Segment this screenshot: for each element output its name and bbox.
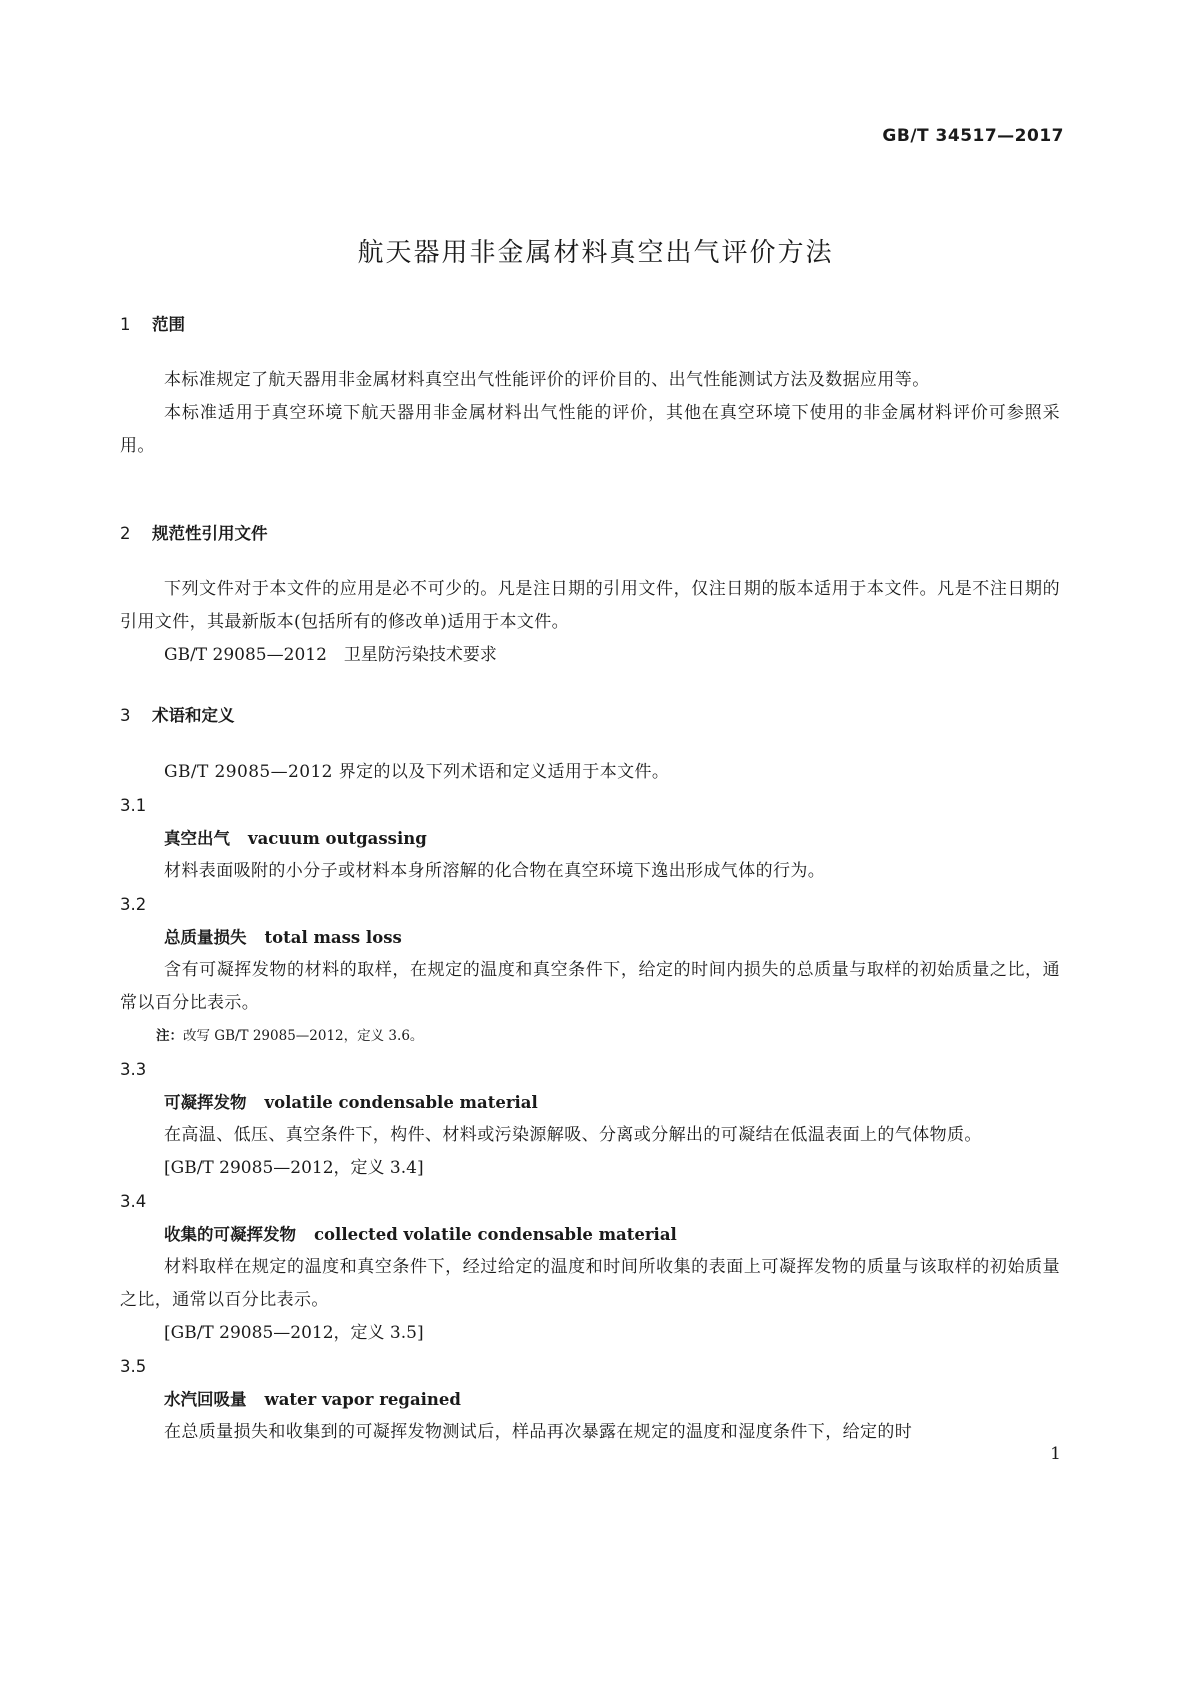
note-text: 改写 GB/T 29085—2012，定义 3.6。 bbox=[183, 1028, 424, 1044]
paragraph: 本标准规定了航天器用非金属材料真空出气性能评价的评价目的、出气性能测试方法及数据应用等。 bbox=[164, 370, 930, 390]
section-number: 1 bbox=[120, 315, 131, 334]
term-name bbox=[120, 1218, 1060, 1251]
section-scope-body bbox=[120, 364, 1060, 463]
term-number: 3.3 bbox=[120, 1060, 147, 1079]
paragraph: GB/T 29085—2012 界定的以及下列术语和定义适用于本文件。 bbox=[164, 762, 670, 782]
section-terms-body bbox=[120, 756, 1060, 1449]
section-scope bbox=[120, 311, 1060, 335]
term-source: [GB/T 29085—2012，定义 3.4] bbox=[164, 1158, 424, 1178]
term-definition: 材料取样在规定的温度和真空条件下，经过给定的温度和时间所收集的表面上可凝挥发物的质量与该取样的初始质量之比，通常以百分比表示。 bbox=[120, 1257, 1060, 1310]
term-number: 3.2 bbox=[120, 895, 147, 914]
term-definition: 含有可凝挥发物的材料的取样，在规定的温度和真空条件下，给定的时间内损失的总质量与取样的初始质量之比，通常以百分比表示。 bbox=[120, 960, 1060, 1013]
term-definition: 在高温、低压、真空条件下，构件、材料或污染源解吸、分离或分解出的可凝结在低温表面上的气体物质。 bbox=[164, 1125, 982, 1145]
page-number: 1 bbox=[1050, 1444, 1061, 1464]
term-name bbox=[120, 921, 1060, 954]
term-en: total mass loss bbox=[264, 928, 402, 947]
term-name bbox=[120, 822, 1060, 855]
term-definition: 在总质量损失和收集到的可凝挥发物测试后，样品再次暴露在规定的温度和湿度条件下，给定的时 bbox=[164, 1422, 913, 1442]
term-note bbox=[120, 1020, 1060, 1053]
standard-number: GB/T 34517—2017 bbox=[882, 126, 1064, 146]
term-source: [GB/T 29085—2012，定义 3.5] bbox=[164, 1323, 424, 1343]
document-title: 航天器用非金属材料真空出气评价方法 bbox=[357, 238, 834, 268]
section-heading bbox=[120, 311, 1060, 335]
section-title: 范围 bbox=[152, 315, 185, 334]
section-normative-references bbox=[120, 520, 1060, 544]
paragraph: 本标准适用于真空环境下航天器用非金属材料出气性能的评价，其他在真空环境下使用的非金属材料评价可参照采用。 bbox=[120, 403, 1060, 456]
section-heading bbox=[120, 520, 1060, 544]
section-title: 规范性引用文件 bbox=[152, 524, 268, 543]
term-zh: 水汽回吸量 bbox=[164, 1390, 247, 1409]
term-definition: 材料表面吸附的小分子或材料本身所溶解的化合物在真空环境下逸出形成气体的行为。 bbox=[164, 861, 826, 881]
term-en: vacuum outgassing bbox=[248, 829, 427, 848]
section-terms bbox=[120, 702, 1060, 726]
section-number: 2 bbox=[120, 524, 131, 543]
term-number: 3.1 bbox=[120, 796, 147, 815]
term-name bbox=[120, 1086, 1060, 1119]
term-number: 3.5 bbox=[120, 1357, 147, 1376]
paragraph: 下列文件对于本文件的应用是必不可少的。凡是注日期的引用文件，仅注日期的版本适用于本文件。凡是不注日期的引用文件，其最新版本(包括所有的修改单)适用于本文件。 bbox=[120, 579, 1060, 632]
term-number: 3.4 bbox=[120, 1192, 147, 1211]
term-zh: 总质量损失 bbox=[164, 928, 247, 947]
term-zh: 真空出气 bbox=[164, 829, 230, 848]
term-name bbox=[120, 1383, 1060, 1416]
term-zh: 收集的可凝挥发物 bbox=[164, 1225, 296, 1244]
section-references-body bbox=[120, 573, 1060, 672]
reference-entry: GB/T 29085—2012 卫星防污染技术要求 bbox=[164, 645, 497, 665]
section-number: 3 bbox=[120, 706, 131, 725]
term-en: volatile condensable material bbox=[264, 1093, 538, 1112]
term-en: water vapor regained bbox=[264, 1390, 461, 1409]
note-label: 注： bbox=[156, 1028, 183, 1044]
term-zh: 可凝挥发物 bbox=[164, 1093, 247, 1112]
section-heading bbox=[120, 702, 1060, 726]
term-en: collected volatile condensable material bbox=[314, 1225, 677, 1244]
section-title: 术语和定义 bbox=[152, 706, 235, 725]
